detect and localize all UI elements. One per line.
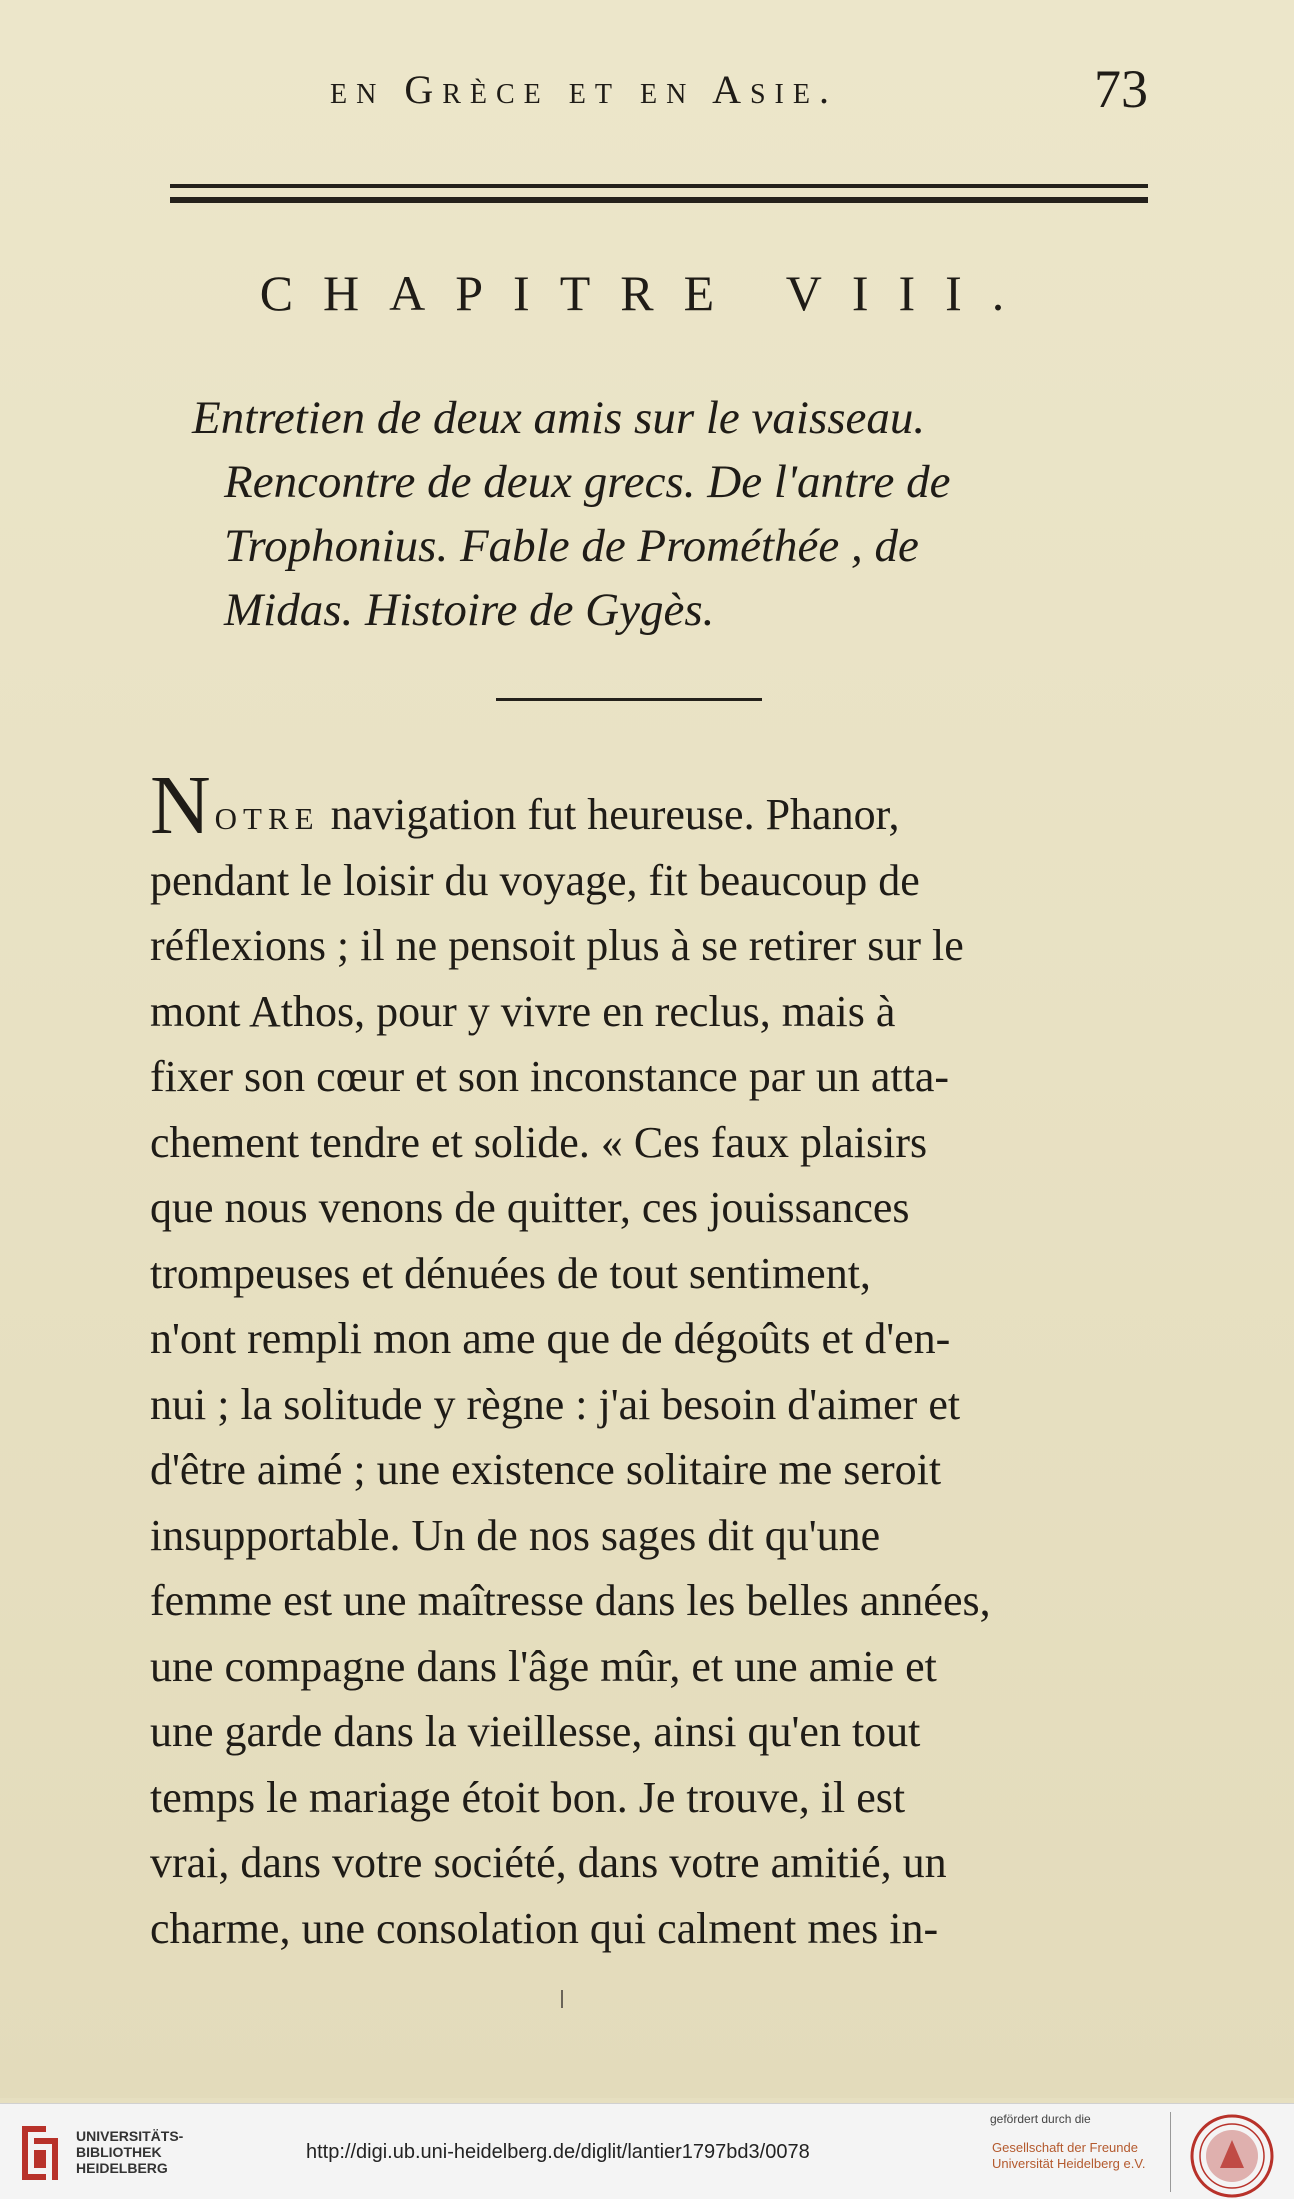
text-line: trompeuses et dénuées de tout sentiment,: [150, 1248, 871, 1298]
header-rule-thick: [170, 197, 1148, 203]
running-head: en Grèce et en Asie.: [330, 67, 838, 112]
text-line: femme est une maîtresse dans les belles années,: [150, 1576, 991, 1625]
footer-divider: [1170, 2112, 1171, 2192]
text-line: vrai, dans votre société, dans votre amitié, un: [150, 1838, 947, 1887]
sponsor-label: gefördert durch die: [990, 2112, 1091, 2126]
sponsor-name-line: Gesellschaft der Freunde: [992, 2140, 1138, 2155]
text-line: réflexions ; il ne pensoit plus à se retirer sur le: [150, 921, 964, 970]
chapter-title: CHAPITRE VIII.: [259, 265, 1035, 321]
text-line: que nous venons de quitter, ces jouissances: [150, 1183, 910, 1232]
ink-mark: [561, 1990, 563, 2008]
text-line: une garde dans la vieillesse, ainsi qu'en tout: [150, 1707, 921, 1756]
text-line: temps le mariage étoit bon. Je trouve, il est: [150, 1772, 906, 1822]
text-line: pendant le loisir du voyage, fit beaucoup de: [150, 855, 920, 905]
body-text: [150, 759, 1140, 1961]
library-name-line: HEIDELBERG: [76, 2160, 168, 2176]
sponsor-name[interactable]: [992, 2140, 1145, 2172]
text-line: mont Athos, pour y vivre en reclus, mais à: [150, 986, 896, 1036]
permalink-url[interactable]: http://digi.ub.uni-heidelberg.de/diglit/lantier1797bd3/0078: [306, 2141, 810, 2163]
chapter-summary: [192, 386, 1152, 642]
text-line: chement tendre et solide. « Ces faux plaisirs: [150, 1117, 928, 1167]
text-line: n'ont rempli mon ame que de dégoûts et d'en-: [150, 1314, 951, 1363]
header-rule-thin: [170, 184, 1148, 188]
drop-cap: N: [150, 759, 211, 852]
footer-bar: [0, 2103, 1294, 2199]
library-name: [76, 2128, 183, 2176]
first-word-small-caps: otre: [214, 790, 320, 839]
text-line: [150, 759, 1140, 852]
library-name-line: UNIVERSITÄTS-: [76, 2128, 184, 2144]
text-line: insupportable. Un de nos sages dit qu'une: [150, 1510, 881, 1560]
text-line: nui ; la solitude y règne : j'ai besoin d'aimer et: [150, 1379, 961, 1429]
summary-line: Trophonius. Fable de Prométhée , de: [224, 520, 919, 572]
sponsor-name-line: Universität Heidelberg e.V.: [992, 2156, 1146, 2171]
library-name-line: BIBLIOTHEK: [76, 2144, 162, 2160]
text-line: charme, une consolation qui calment mes in-: [150, 1903, 939, 1953]
text-line: une compagne dans l'âge mûr, et une amie et: [150, 1641, 937, 1691]
first-line-text: navigation fut heureuse. Phanor,: [319, 790, 900, 839]
library-logo-icon[interactable]: [12, 2122, 68, 2184]
summary-line: Entretien de deux amis sur le vaisseau.: [192, 392, 926, 444]
text-line: fixer son cœur et son inconstance par un atta-: [150, 1052, 950, 1101]
summary-line: Midas. Histoire de Gygès.: [224, 584, 715, 636]
university-seal-icon: [1190, 2114, 1274, 2198]
page-number: 73: [1094, 59, 1148, 119]
section-divider: [496, 698, 762, 701]
summary-line: Rencontre de deux grecs. De l'antre de: [224, 456, 951, 508]
text-line: d'être aimé ; une existence solitaire me seroit: [150, 1445, 942, 1494]
